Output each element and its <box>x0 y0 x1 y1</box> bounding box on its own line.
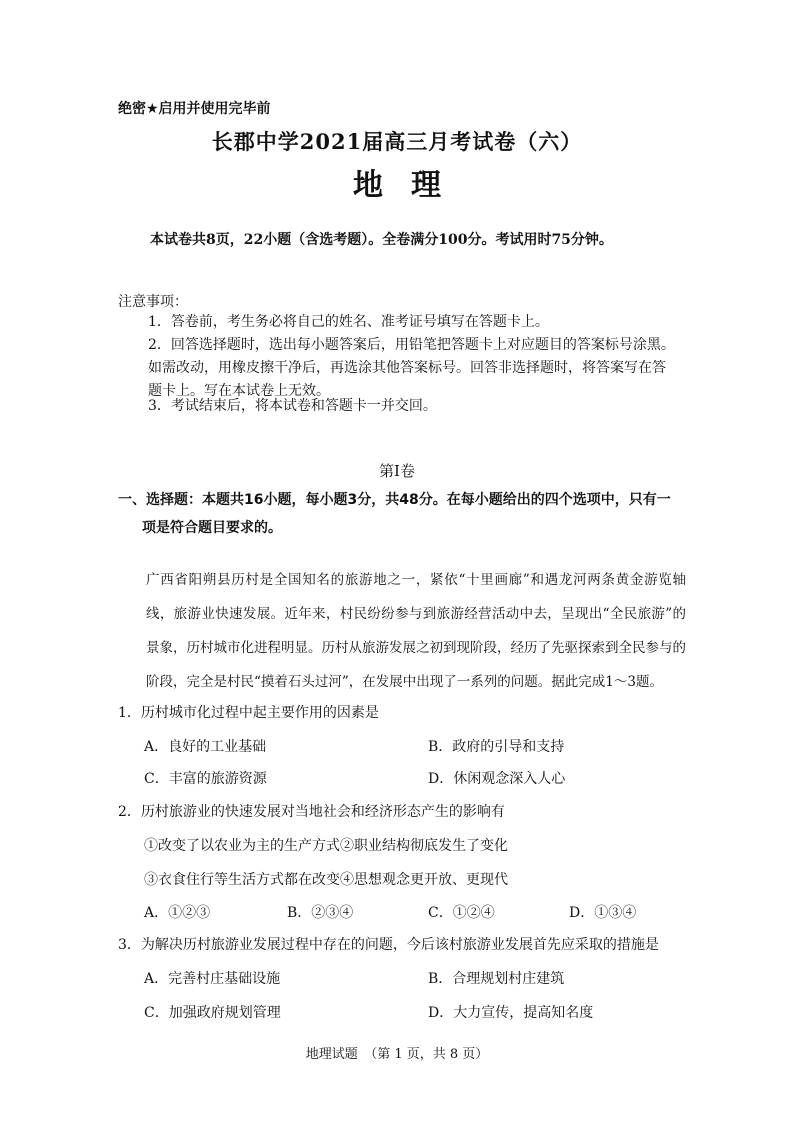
option-d: D．①③④ <box>569 905 637 921</box>
option-c: C．加强政府规划管理 <box>144 1005 281 1021</box>
option-d: D．休闲观念深入人心 <box>428 771 566 787</box>
note-item: 2．回答选择题时，选出每小题答案后，用铅笔把答题卡上对应题目的答案标号涂黑。如需改动，用橡皮擦干净后，再选涂其他答案标号。回答非选择题时，将答案写在答题卡上。写在本试卷上无效。 <box>148 337 675 399</box>
confidential-notice: 绝密★启用并使用完毕前 <box>118 101 271 117</box>
option-d: D．大力宣传，提高知名度 <box>428 1005 594 1021</box>
option-c: C．①②④ <box>428 905 495 921</box>
option-a: A．完善村庄基础设施 <box>144 971 281 987</box>
option-a: A．①②③ <box>144 905 211 921</box>
section-title <box>118 486 688 542</box>
option-b: B．②③④ <box>287 905 354 921</box>
page-footer: 地理试题 （第 1 页，共 8 页） <box>305 1047 489 1062</box>
question-statement: ③衣食住行等生活方式都在改变④思想观念更开放、更现代 <box>144 872 508 888</box>
question-stem: 2．历村旅游业的快速发展对当地社会和经济形态产生的影响有 <box>118 804 505 820</box>
option-a: A．良好的工业基础 <box>144 739 267 755</box>
notes-heading: 注意事项： <box>118 294 188 310</box>
reading-passage: 广西省阳朔县历村是全国知名的旅游地之一，紧依“十里画廊”和遇龙河两条黄金游览轴线，旅游业快速发展。近年来，村民纷纷参与到旅游经营活动中去，呈现出“全民旅游”的景象，历村城市化进程明显。历村从旅游发展之初到现阶段，经历了先驱探索到全民参与的阶段，完全是村民“摸着石头过河”，在发展中出现了一系列的问题。据此完成1～3题。 <box>146 572 686 690</box>
question-stem: 1．历村城市化过程中起主要作用的因素是 <box>118 705 379 721</box>
note-item: 3．考试结束后，将本试卷和答题卡一并交回。 <box>148 398 437 414</box>
question-statement: ①改变了以农业为主的生产方式②职业结构彻底发生了变化 <box>144 838 508 854</box>
subject-title: 地理 <box>353 168 469 203</box>
option-c: C．丰富的旅游资源 <box>144 771 267 787</box>
option-b: B．政府的引导和支持 <box>428 739 565 755</box>
option-b: B．合理规划村庄建筑 <box>428 971 565 987</box>
section-title-line: 项是符合题目要求的。 <box>142 520 282 536</box>
question-stem: 3．为解决历村旅游业发展过程中存在的问题，今后该村旅游业发展首先应采取的措施是 <box>118 937 659 953</box>
part-title: 第Ⅰ卷 <box>379 462 415 480</box>
exam-title: 长郡中学2021届高三月考试卷（六） <box>211 129 583 154</box>
note-item: 1．答卷前，考生务必将自己的姓名、准考证号填写在答题卡上。 <box>148 314 549 330</box>
exam-intro: 本试卷共8页，22小题（含选考题）。全卷满分100分。考试用时75分钟。 <box>150 232 613 248</box>
section-title-line: 一、选择题：本题共16小题，每小题3分，共48分。在每小题给出的四个选项中，只有一 <box>118 492 671 508</box>
